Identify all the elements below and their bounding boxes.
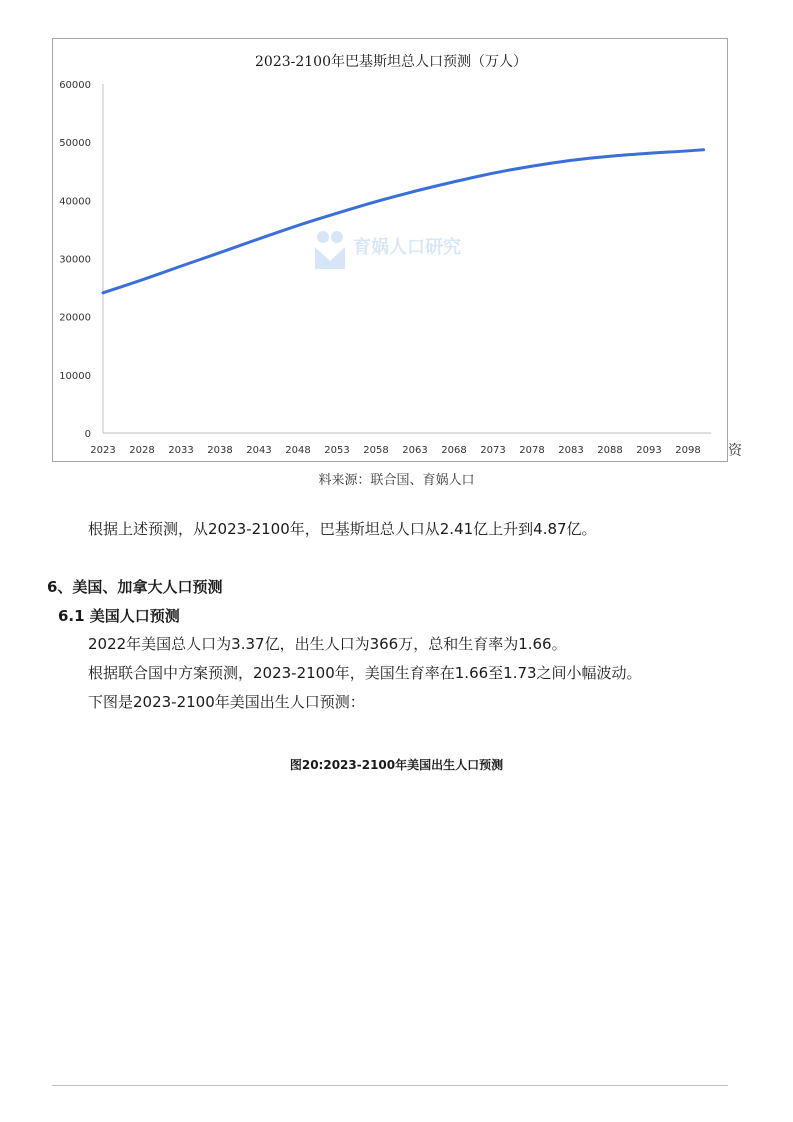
watermark-text: 育娲人口研究 [353, 237, 461, 258]
x-tick-label: 2098 [675, 445, 701, 456]
y-tick-label: 40000 [59, 196, 91, 208]
x-tick-label: 2023 [90, 445, 116, 456]
x-tick-label: 2038 [207, 445, 233, 456]
x-tick-label: 2093 [636, 445, 662, 456]
series-line [103, 150, 704, 293]
chart-plot [103, 150, 704, 293]
watermark [315, 231, 461, 269]
subsection-heading: 6.1 美国人口预测 [58, 607, 180, 625]
x-tick-label: 2048 [285, 445, 311, 456]
y-tick-label: 20000 [59, 312, 91, 324]
x-tick-label: 2028 [129, 445, 155, 456]
watermark-logo-icon [315, 231, 345, 269]
x-tick-label: 2033 [168, 445, 194, 456]
y-tick-label: 50000 [59, 138, 91, 150]
chart-svg [53, 39, 729, 463]
paragraph-un-forecast: 根据联合国中方案预测，2023-2100年，美国生育率在1.66至1.73之间小幅波动。 [88, 664, 642, 682]
x-tick-label: 2088 [597, 445, 623, 456]
y-tick-label: 0 [84, 429, 91, 440]
y-tick-label: 30000 [59, 254, 91, 266]
x-tick-label: 2078 [519, 445, 545, 456]
y-tick-label: 60000 [59, 80, 91, 91]
y-tick-label: 10000 [59, 370, 91, 382]
footer-divider [52, 1085, 728, 1086]
x-tick-label: 2053 [324, 445, 350, 456]
section-heading: 6、美国、加拿大人口预测 [47, 578, 223, 596]
x-tick-label: 2043 [246, 445, 272, 456]
chart-axes [59, 80, 711, 456]
paragraph-summary: 根据上述预测，从2023-2100年，巴基斯坦总人口从2.41亿上升到4.87亿。 [88, 520, 597, 538]
x-tick-label: 2068 [441, 445, 467, 456]
figure-caption: 图20:2023-2100年美国出生人口预测 [289, 758, 504, 772]
source-line: 料来源：联合国、育娲人口 [318, 473, 475, 488]
x-tick-label: 2073 [480, 445, 506, 456]
chart-title: 2023-2100年巴基斯坦总人口预测（万人） [255, 54, 527, 70]
paragraph-us-population: 2022年美国总人口为3.37亿，出生人口为366万，总和生育率为1.66。 [88, 635, 567, 653]
source-tail: 资 [728, 443, 742, 459]
paragraph-figure-intro: 下图是2023-2100年美国出生人口预测： [88, 693, 365, 711]
x-tick-label: 2058 [363, 445, 389, 456]
x-tick-label: 2063 [402, 445, 428, 456]
population-chart [52, 38, 728, 462]
x-tick-label: 2083 [558, 445, 584, 456]
